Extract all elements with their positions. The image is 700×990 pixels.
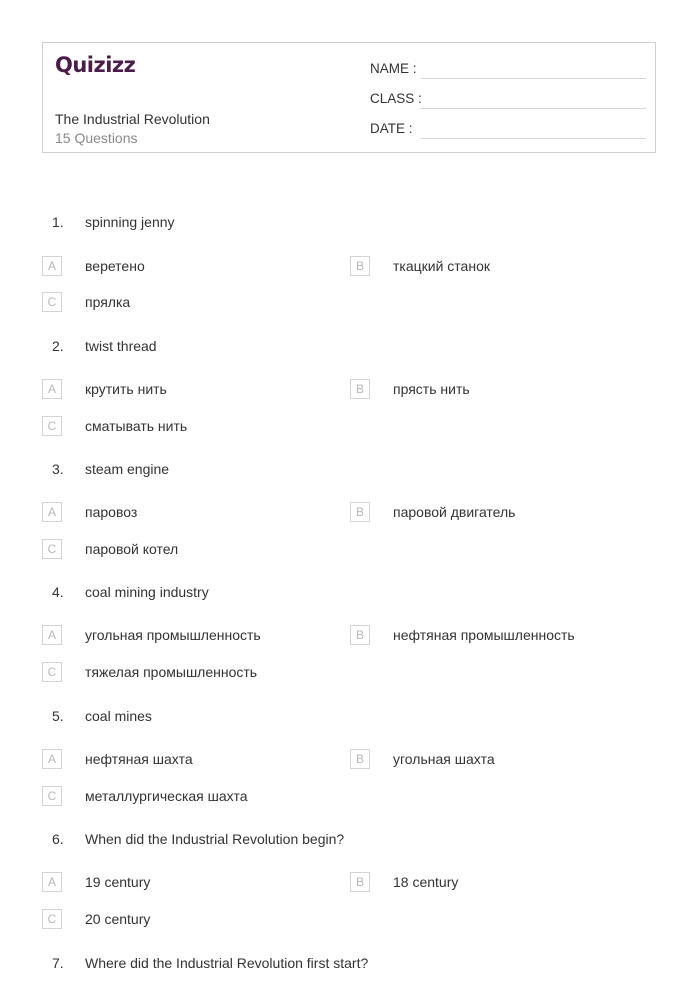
question-text: coal mines (85, 708, 152, 724)
option-letter: A (42, 256, 62, 276)
option-text: паровоз (85, 504, 138, 520)
option-text: 18 century (393, 874, 459, 890)
question-4 (0, 584, 700, 604)
question-number: 1. (52, 214, 64, 230)
question-text: twist thread (85, 338, 157, 354)
option-text: 20 century (85, 911, 151, 927)
question-3 (0, 461, 700, 481)
option-letter: B (350, 625, 370, 645)
question-6 (0, 831, 700, 851)
question-1 (0, 214, 700, 234)
worksheet-header (42, 42, 656, 153)
option-letter: A (42, 502, 62, 522)
option-text: нефтяная промышленность (393, 627, 575, 643)
option-letter: A (42, 379, 62, 399)
option-text: нефтяная шахта (85, 751, 193, 767)
question-number: 3. (52, 461, 64, 477)
option-text: металлургическая шахта (85, 788, 248, 804)
option-text: паровой котел (85, 541, 179, 557)
option-letter: C (42, 662, 62, 682)
question-number: 4. (52, 584, 64, 600)
question-number: 2. (52, 338, 64, 354)
option-letter: C (42, 909, 62, 929)
question-count: 15 Questions (55, 130, 138, 146)
question-2 (0, 338, 700, 358)
option-letter: B (350, 379, 370, 399)
option-letter: A (42, 872, 62, 892)
option-text: крутить нить (85, 381, 167, 397)
option-letter: B (350, 256, 370, 276)
option-text: прясть нить (393, 381, 470, 397)
option-text: веретено (85, 258, 145, 274)
question-text: When did the Industrial Revolution begin? (85, 831, 345, 847)
option-text: прялка (85, 294, 131, 310)
question-text: steam engine (85, 461, 170, 477)
quizizz-logo: Quizizz (55, 53, 136, 77)
class-label: CLASS : (370, 91, 422, 106)
option-letter: A (42, 749, 62, 769)
question-text: coal mining industry (85, 584, 209, 600)
question-text: spinning jenny (85, 214, 175, 230)
option-letter: B (350, 749, 370, 769)
worksheet-title: The Industrial Revolution (55, 111, 210, 127)
option-text: угольная шахта (393, 751, 495, 767)
option-letter: B (350, 502, 370, 522)
name-line[interactable] (421, 78, 646, 79)
option-letter: C (42, 292, 62, 312)
option-text: угольная промышленность (85, 627, 261, 643)
option-text: ткацкий станок (393, 258, 490, 274)
option-text: тяжелая промышленность (85, 664, 258, 680)
option-text: паровой двигатель (393, 504, 516, 520)
option-text: сматывать нить (85, 418, 188, 434)
question-number: 5. (52, 708, 64, 724)
question-text: Where did the Industrial Revolution first start? (85, 955, 369, 971)
question-number: 6. (52, 831, 64, 847)
option-letter: B (350, 872, 370, 892)
class-line[interactable] (421, 108, 646, 109)
option-letter: C (42, 416, 62, 436)
option-letter: C (42, 539, 62, 559)
option-text: 19 century (85, 874, 151, 890)
question-7 (0, 955, 700, 975)
option-letter: C (42, 786, 62, 806)
question-5 (0, 708, 700, 728)
question-number: 7. (52, 955, 64, 971)
option-letter: A (42, 625, 62, 645)
name-label: NAME : (370, 61, 417, 76)
date-line[interactable] (421, 138, 646, 139)
date-label: DATE : (370, 121, 413, 136)
